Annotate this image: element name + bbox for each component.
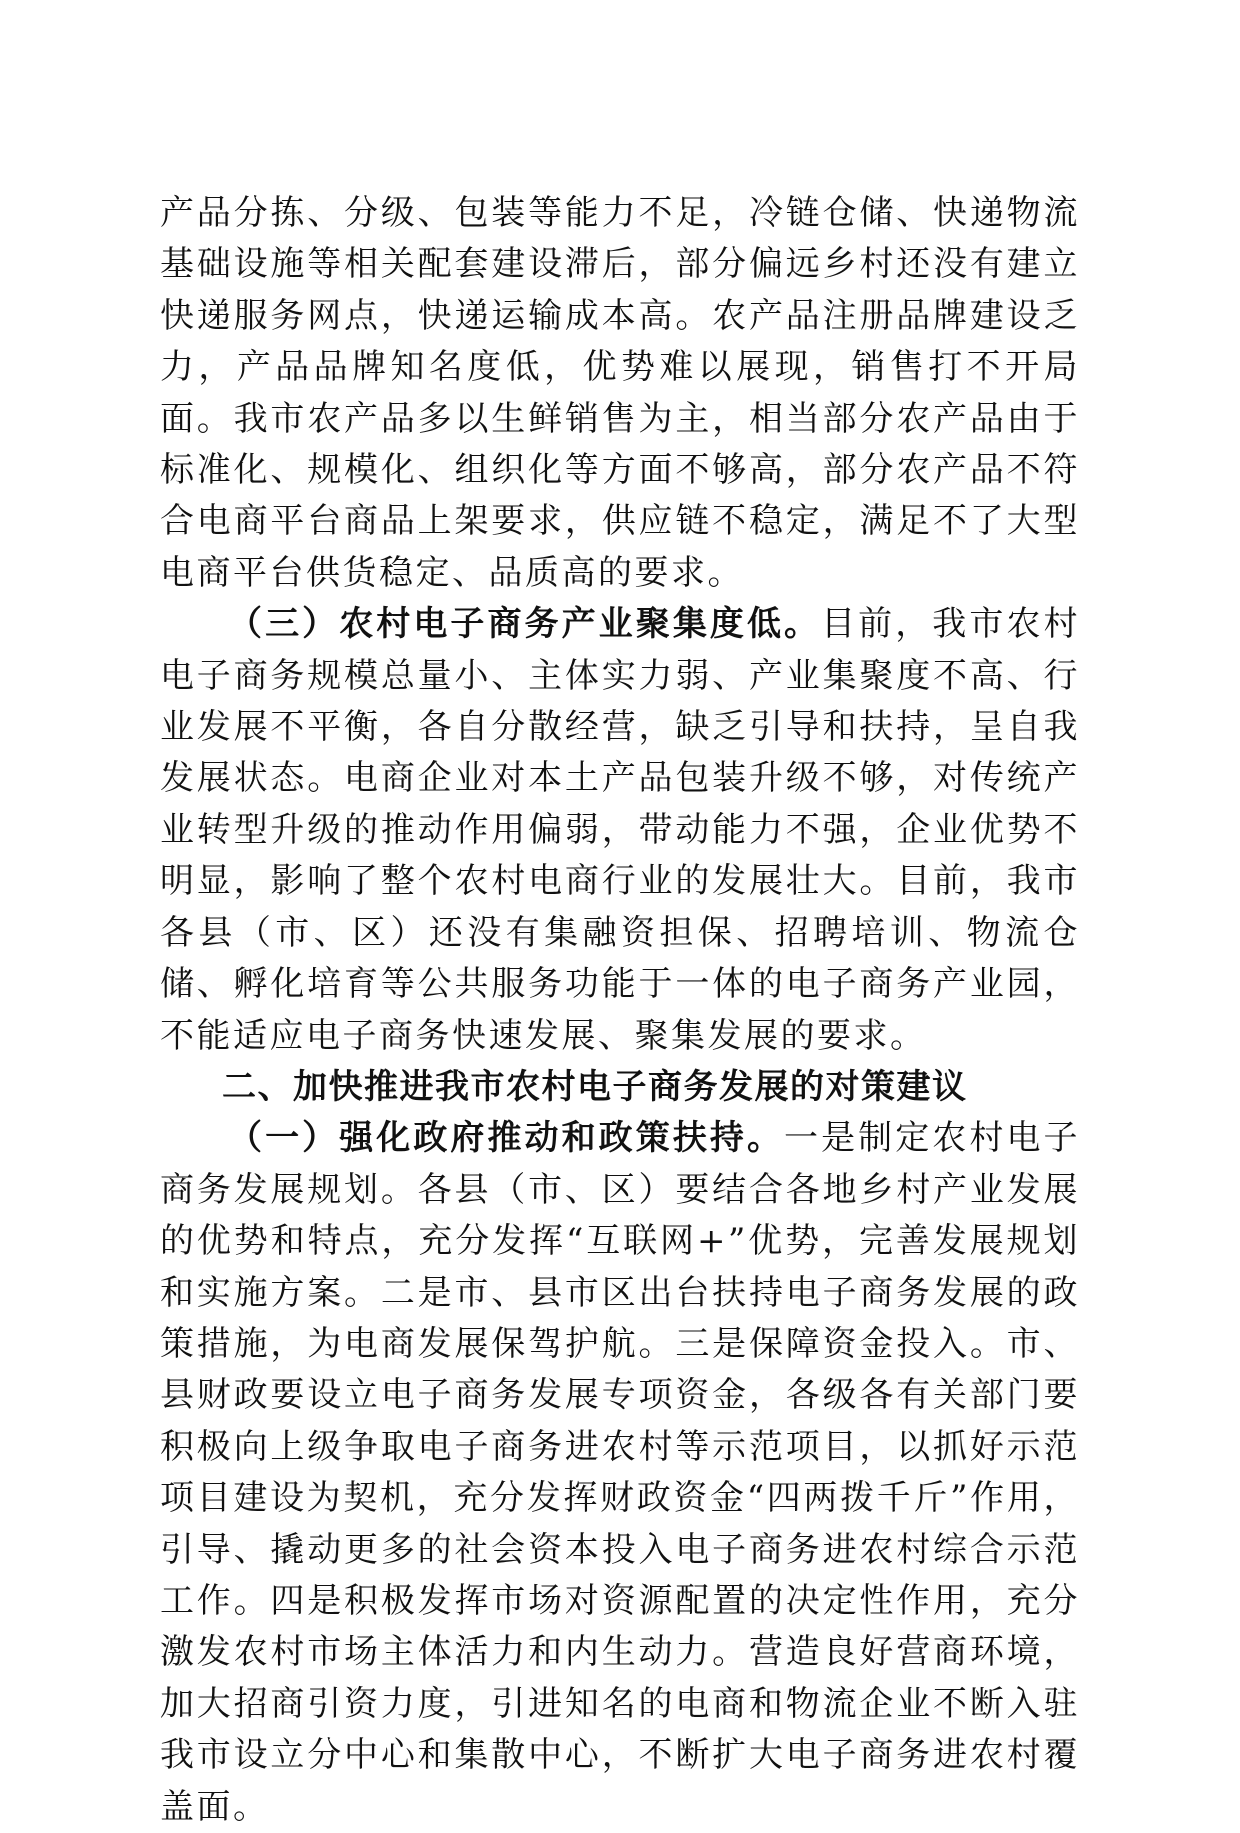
document-page [160,188,1080,1833]
point-one-heading: （一）强化政府推动和政策扶持。 [228,1118,785,1159]
paragraph-point-one [160,1113,1080,1833]
point-one-body: 一是制定农村电子商务发展规划。各县（市、区）要结合各地乡村产业发展的优势和特点，充分发挥“互联网+”优势，完善发展规划和实施方案。二是市、县市区出台扶持电子商务发展的政策措施，为电商发展保驾护航。三是保障资金投入。市、县财政要设立电子商务发展专项资金，各级各有关部门要积极向上级争取电子商务进农村等示范项目，以抓好示范项目建设为契机，充分发挥财政资金“四两拨千斤”作用，引导、撬动更多的社会资本投入电子商务进农村综合示范工作。四是积极发挥市场对资源配置的决定性作用，充分激发农村市场主体活力和内生动力。营造良好营商环境，加大招商引资力度，引进知名的电商和物流企业不断入驻我市设立分中心和集散中心，不断扩大电子商务进农村覆盖面。 [160,1118,1081,1827]
paragraph-continuation: 产品分拣、分级、包装等能力不足，冷链仓储、快递物流基础设施等相关配套建设滞后，部分偏远乡村还没有建立快递服务网点，快递运输成本高。农产品注册品牌建设乏力，产品品牌知名度低，优势难以展现，销售打不开局面。我市农产品多以生鲜销售为主，相当部分农产品由于标准化、规模化、组织化等方面不够高，部分农产品不符合电商平台商品上架要求，供应链不稳定，满足不了大型电商平台供货稳定、品质高的要求。 [160,193,1080,593]
point-three-body: 目前，我市农村电子商务规模总量小、主体实力弱、产业集聚度不高、行业发展不平衡，各自分散经营，缺乏引导和扶持，呈自我发展状态。电商企业对本土产品包装升级不够，对传统产业转型升级的推动作用偏弱，带动能力不强，企业优势不明显，影响了整个农村电商行业的发展壮大。目前，我市各县（市、区）还没有集融资担保、招聘培训、物流仓储、孵化培育等公共服务功能于一体的电子商务产业园，不能适应电子商务快速发展、聚集发展的要求。 [160,604,1081,1056]
point-three-heading: （三）农村电子商务产业聚集度低。 [228,604,822,645]
section-two-title: 二、加快推进我市农村电子商务发展的对策建议 [222,1066,968,1107]
paragraph-point-three [160,599,1080,1062]
